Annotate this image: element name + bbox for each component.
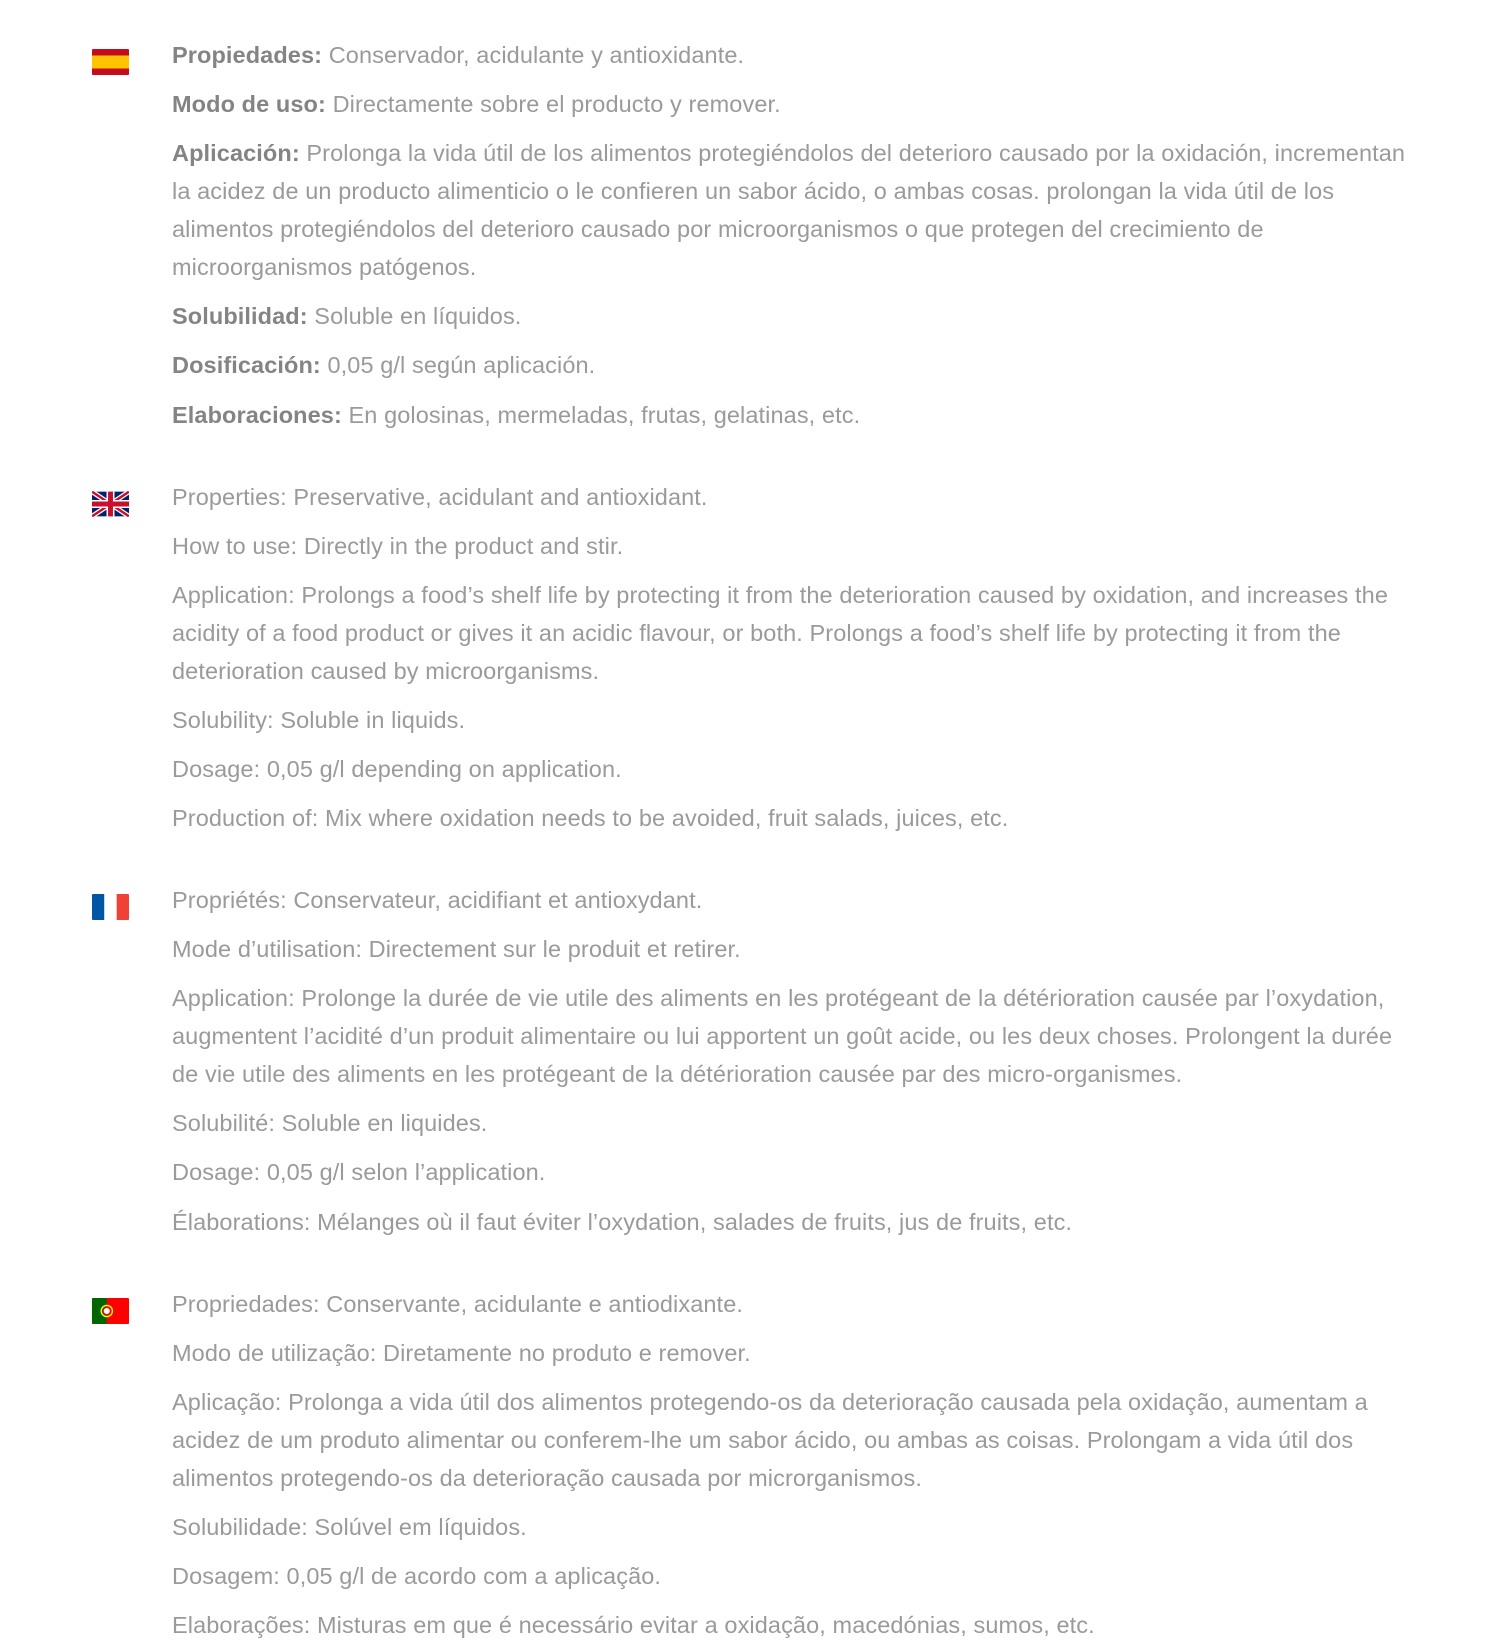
info-label: Solubilité: [172,1110,275,1137]
info-label: Dosagem: [172,1562,280,1589]
flag-spain-icon [92,49,129,75]
info-label: Solubilidade: [172,1513,308,1540]
flag-uk-icon [92,491,129,517]
info-value: Mélanges où il faut éviter l’oxydation, salades de fruits, jus de fruits, etc. [310,1208,1073,1235]
info-line [172,478,1410,516]
info-value: Conservateur, acidifiant et antioxydant. [286,887,703,914]
info-label: Dosage: [172,755,261,782]
language-section-portuguese [0,1285,1500,1644]
info-value: Conservador, acidulante y antioxidante. [322,42,745,68]
info-label: Aplicação: [172,1388,282,1415]
info-label: Solubilidad: [172,303,308,330]
flag-portugal-icon [92,1298,129,1324]
info-value: Directly in the product and stir. [297,532,624,559]
info-label: Modo de uso: [172,91,326,118]
info-line [172,701,1410,739]
info-line [172,1285,1410,1323]
info-label: Properties: [172,483,287,510]
info-line [172,750,1410,788]
info-value: Directement sur le produit et retirer. [362,936,741,963]
info-value: Solúvel em líquidos. [307,1513,527,1540]
info-value: 0,05 g/l depending on application. [260,755,622,782]
info-value: Soluble en liquides. [275,1110,488,1137]
info-value: 0,05 g/l según aplicación. [320,352,596,379]
info-value: Prolonga la vida útil de los alimentos protegiéndolos del deterioro causado por la oxidación, incrementan la acidez de un producto alimenticio o le confieren un sabor ácido, o ambas cosas. prolongan la vida útil de los alimentos protegiéndolos del deterioro causado por microorganismos o que protegen del crecimiento de microorganismos patógenos. [172,140,1406,281]
info-line [172,799,1410,837]
info-label: Solubility: [172,706,274,733]
info-value: Directamente sobre el producto y remover. [325,91,781,118]
info-label: Dosage: [172,1159,261,1186]
info-value: Conservante, acidulante e antiodixante. [319,1290,743,1317]
info-label: Elaborações: [172,1612,311,1638]
info-line [172,979,1410,1093]
info-label: How to use: [172,532,298,559]
info-label: Propiedades: [172,42,323,68]
info-line [172,930,1410,968]
info-label: Dosificación: [172,352,321,379]
info-line [172,527,1410,565]
info-line [172,134,1410,286]
info-label: Modo de utilização: [172,1339,377,1366]
info-line [172,1334,1410,1372]
info-line [172,1383,1410,1497]
language-section-spanish [0,36,1500,434]
info-value: 0,05 g/l de acordo com a aplicação. [279,1562,662,1589]
info-label: Élaborations: [172,1208,311,1235]
info-value: Diretamente no produto e remover. [376,1339,751,1366]
info-value: Prolonga a vida útil dos alimentos protegendo-os da deterioração causada pela oxidação, aumentam a acidez de um produto alimentar ou conferem-lhe um sabor ácido, ou ambas as coisas. Prolongam a vida útil dos alimentos protegendo-os da deterioração causada por microrganismos. [172,1388,1368,1491]
info-value: Mix where oxidation needs to be avoided, fruit salads, juices, etc. [318,805,1009,831]
info-line [172,1104,1410,1142]
info-line [172,881,1410,919]
info-value: Prolonge la durée de vie utile des aliments en les protégeant de la détérioration causée par l’oxydation, augmentent l’acidité d’un produit alimentaire ou lui apportent un goût acide, ou les deux choses. Prolongent la durée de vie utile des aliments en les protégeant de la détérioration causée par des micro-organismes. [172,985,1393,1088]
info-line [172,396,1410,434]
language-section-english [0,478,1500,838]
info-value: 0,05 g/l selon l’application. [260,1159,546,1186]
info-line [172,297,1410,335]
info-value: Preservative, acidulant and antioxidant. [286,483,708,510]
flag-france-icon [92,894,129,920]
info-line [172,1508,1410,1546]
info-label: Elaboraciones: [172,401,342,428]
info-label: Mode d’utilisation: [172,936,363,963]
info-line [172,36,1410,74]
info-label: Production of: [172,805,319,831]
info-line [172,1606,1410,1644]
info-label: Propriedades: [172,1290,320,1317]
info-label: Application: [172,581,295,608]
info-value: Prolongs a food’s shelf life by protecting it from the deterioration caused by oxidation, and increases the acidity of a food product or gives it an acidic flavour, or both. Prolongs a food’s shelf life by protecting it from the deterioration caused by microorganisms. [172,581,1389,684]
info-line [172,1557,1410,1595]
info-line [172,1203,1410,1241]
info-label: Application: [172,985,295,1012]
info-line [172,85,1410,123]
info-value: Misturas em que é necessário evitar a oxidação, macedónias, sumos, etc. [310,1612,1095,1638]
info-line [172,346,1410,384]
info-line [172,1153,1410,1191]
info-value: Soluble in liquids. [273,706,466,733]
info-value: En golosinas, mermeladas, frutas, gelatinas, etc. [341,401,861,428]
info-label: Aplicación: [172,140,300,167]
info-label: Propriétés: [172,887,287,914]
info-value: Soluble en líquidos. [307,303,522,330]
info-line [172,576,1410,690]
language-section-french [0,881,1500,1241]
